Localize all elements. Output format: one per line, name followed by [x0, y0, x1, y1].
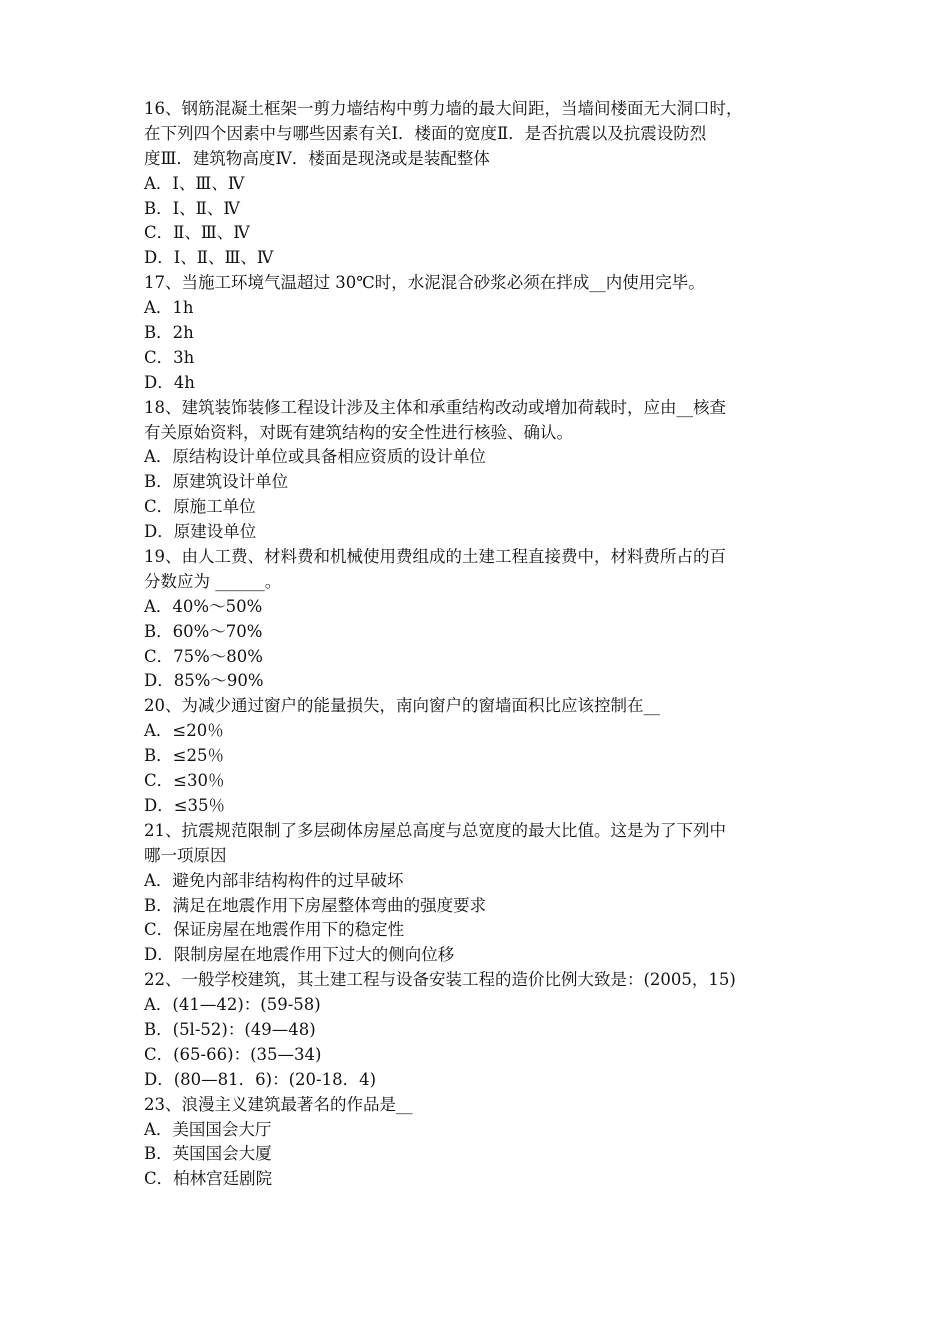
option-c: C．(65-66)：(35—34): [144, 1044, 322, 1064]
option-d: D．85%～90%: [144, 671, 264, 691]
option-a: A．避免内部非结构构件的过早破坏: [144, 870, 404, 890]
question-text: 哪一项原因: [144, 845, 227, 865]
question-text: 在下列四个因素中与哪些因素有关Ⅰ．楼面的宽度Ⅱ．是否抗震以及抗震设防烈: [144, 123, 707, 143]
option-c: C．3h: [144, 347, 195, 367]
option-b: B．60%～70%: [144, 621, 263, 641]
question-20: [144, 694, 808, 818]
question-text: 度Ⅲ．建筑物高度Ⅳ．楼面是现浇或是装配整体: [144, 148, 490, 168]
option-b: B．原建筑设计单位: [144, 472, 289, 492]
option-a: A．1h: [144, 298, 194, 318]
question-text: 16、钢筋混凝土框架一剪力墙结构中剪力墙的最大间距，当墙间楼面无大洞口时，: [144, 99, 743, 118]
question-23: [144, 1093, 808, 1193]
option-c: C．Ⅱ、Ⅲ、Ⅳ: [144, 223, 250, 243]
option-b: B．(5l-52)：(49—48): [144, 1019, 316, 1039]
question-18: [144, 396, 808, 545]
option-c: C．柏林宫廷剧院: [144, 1169, 273, 1189]
question-21: [144, 819, 808, 968]
question-17: [144, 271, 808, 395]
question-22: [144, 968, 808, 1092]
option-b: B．满足在地震作用下房屋整体弯曲的强度要求: [144, 895, 487, 915]
option-b: B．≤25％: [144, 746, 224, 766]
option-d: D．(80—81．6)：(20-18．4): [144, 1069, 377, 1089]
option-a: A．原结构设计单位或具备相应资质的设计单位: [144, 447, 486, 467]
option-a: A．(41—42)：(59-58): [144, 995, 321, 1015]
question-16: [144, 97, 808, 271]
question-text: 23、浪漫主义建筑最著名的作品是__: [144, 1094, 413, 1114]
option-c: C．原施工单位: [144, 497, 256, 517]
option-b: B．2h: [144, 323, 194, 343]
question-list: [144, 97, 808, 1192]
question-text: 19、由人工费、材料费和机械使用费组成的土建工程直接费中，材料费所占的百: [144, 547, 726, 567]
option-d: D．≤35％: [144, 795, 226, 815]
question-19: [144, 545, 808, 694]
option-d: D．Ⅰ、Ⅱ、Ⅲ、Ⅳ: [144, 248, 274, 268]
question-text: 分数应为 ______。: [144, 571, 282, 591]
option-a: A．≤20％: [144, 721, 224, 741]
question-text: 20、为减少通过窗户的能量损失，南向窗户的窗墙面积比应该控制在__: [144, 696, 660, 716]
option-a: A．美国国会大厅: [144, 1119, 272, 1139]
question-text: 17、当施工环境气温超过 30℃时，水泥混合砂浆必须在拌成__内使用完毕。: [144, 273, 705, 293]
option-d: D．4h: [144, 372, 195, 392]
question-text: 18、建筑装饰装修工程设计涉及主体和承重结构改动或增加荷载时，应由__核查: [144, 397, 726, 417]
option-d: D．原建设单位: [144, 522, 257, 542]
option-a: A．40%～50%: [144, 596, 263, 616]
option-b: B．Ⅰ、Ⅱ、Ⅳ: [144, 198, 240, 218]
question-text: 有关原始资料，对既有建筑结构的安全性进行核验、确认。: [144, 422, 573, 442]
question-text: 22、一般学校建筑，其土建工程与设备安装工程的造价比例大致是：(2005，15): [144, 970, 736, 990]
option-c: C．75%～80%: [144, 646, 263, 666]
question-text: 21、抗震规范限制了多层砌体房屋总高度与总宽度的最大比值。这是为了下列中: [144, 820, 726, 840]
option-d: D．限制房屋在地震作用下过大的侧向位移: [144, 945, 455, 965]
option-c: C．≤30％: [144, 771, 225, 791]
option-a: A．Ⅰ、Ⅲ、Ⅳ: [144, 173, 245, 193]
option-c: C．保证房屋在地震作用下的稳定性: [144, 920, 405, 940]
option-b: B．英国国会大厦: [144, 1144, 272, 1164]
